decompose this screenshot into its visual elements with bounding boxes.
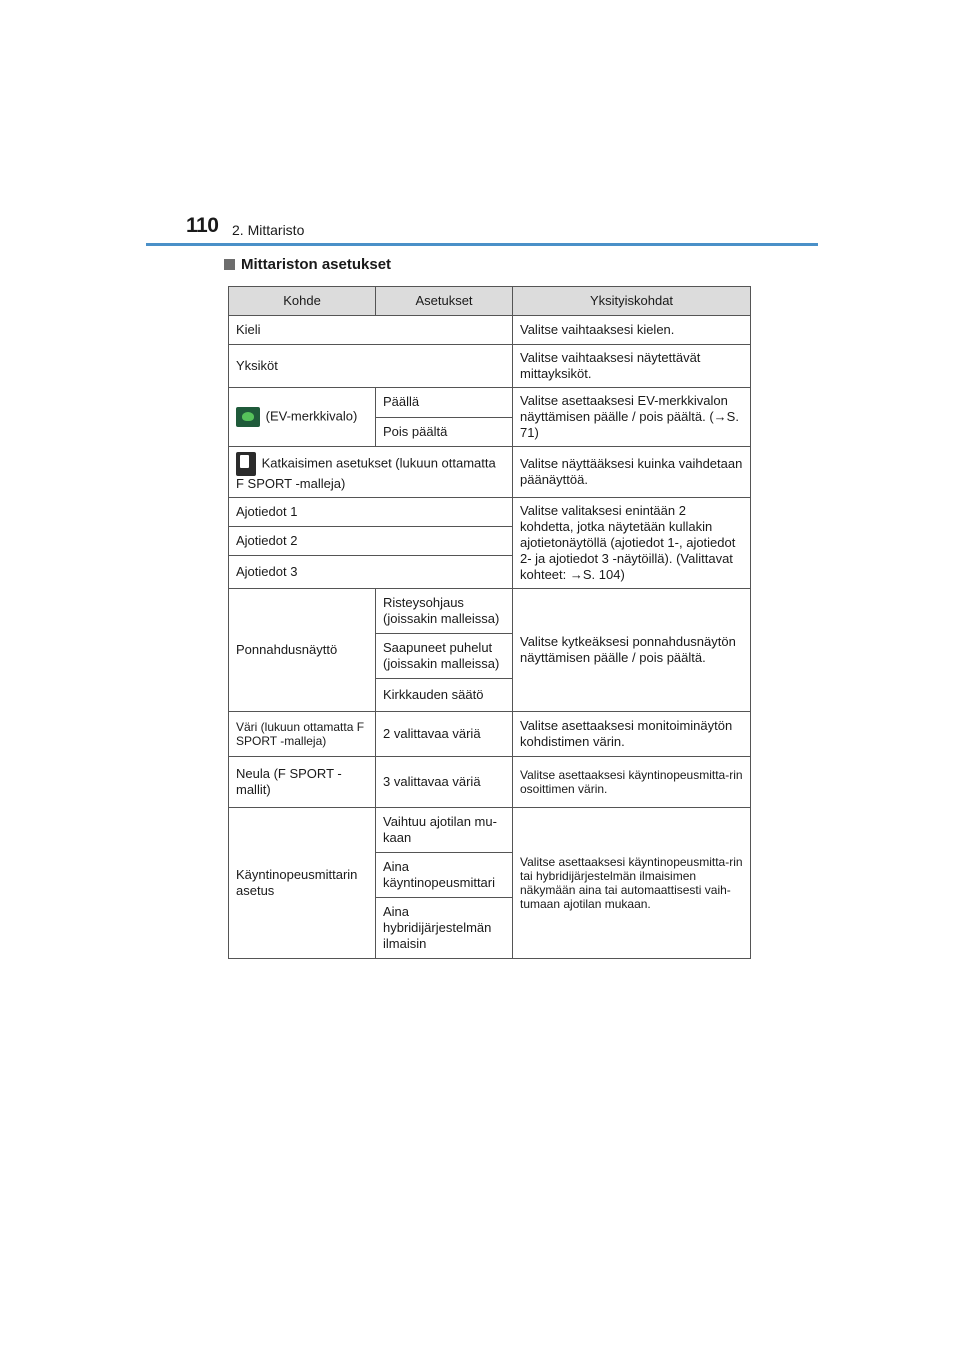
- details-popup: Valitse kytkeäksesi ponnahdusnäytön näyttämisen päälle / pois päältä.: [513, 589, 751, 712]
- item-ev: [229, 388, 376, 447]
- details-switch: Valitse näyttääksesi kuinka vaihdetaan päänäyttöä.: [513, 447, 751, 498]
- item-switch-label: Katkaisimen asetukset (lukuun ottamatta F SPORT -malleja): [236, 455, 496, 491]
- item-trip-2: Ajotiedot 2: [229, 527, 513, 556]
- table-row: [229, 388, 751, 418]
- ev-indicator-icon: [236, 407, 260, 427]
- setting-ev-off: Pois päältä: [376, 417, 513, 447]
- table-row: [229, 345, 751, 388]
- header-yksityiskohdat: Yksityiskohdat: [513, 287, 751, 316]
- item-switch: [229, 447, 513, 498]
- setting-popup-2: Saapuneet puhelut (joissakin malleissa): [376, 634, 513, 679]
- item-yksikot: Yksiköt: [229, 345, 513, 388]
- setting-tacho-2: Aina käyntinopeusmittari: [376, 853, 513, 898]
- header-asetukset: Asetukset: [376, 287, 513, 316]
- table-row: [229, 808, 751, 853]
- section-title: Mittariston asetukset: [241, 256, 392, 273]
- table-row: [229, 712, 751, 757]
- chapter-title: 2. Mittaristo: [232, 222, 305, 238]
- setting-ev-on: Päällä: [376, 388, 513, 418]
- details-trip: Valitse valitaksesi enintään 2 kohdetta, jotka näytetään kullakin ajotietonäytöllä (ajotiedot 1-, ajotiedot 2- ja ajotiedot 3 -näytöillä). (Valittavat kohteet: →S. 104): [513, 498, 751, 589]
- details-needle: Valitse asettaaksesi käyntinopeusmitta-rin osoittimen värin.: [513, 757, 751, 808]
- item-trip-1: Ajotiedot 1: [229, 498, 513, 527]
- square-bullet-icon: [224, 259, 235, 270]
- header-kohde: Kohde: [229, 287, 376, 316]
- table-row: [229, 316, 751, 345]
- table-header-row: [229, 287, 751, 316]
- item-trip-3: Ajotiedot 3: [229, 556, 513, 589]
- settings-table: [228, 286, 751, 959]
- header-rule: [146, 243, 818, 246]
- details-kieli: Valitse vaihtaaksesi kielen.: [513, 316, 751, 345]
- table-row: [229, 757, 751, 808]
- switch-settings-icon: [236, 452, 256, 476]
- setting-popup-3: Kirkkauden säätö: [376, 679, 513, 712]
- item-needle: Neula (F SPORT - mallit): [229, 757, 376, 808]
- item-ev-label: (EV-merkkivalo): [265, 408, 358, 424]
- page-number: 110: [186, 214, 219, 237]
- details-tacho: Valitse asettaaksesi käyntinopeusmitta-rin tai hybridijärjestelmän ilmaisimen näkymään aina tai automaattisesti vaih-tumaan ajotilan mukaan.: [513, 808, 751, 959]
- table-row: [229, 498, 751, 527]
- table-row: [229, 589, 751, 634]
- section-heading: [224, 256, 391, 273]
- details-yksikot: Valitse vaihtaaksesi näytettävät mittayksiköt.: [513, 345, 751, 388]
- setting-popup-1: Risteysohjaus (joissakin malleissa): [376, 589, 513, 634]
- item-tacho: Käyntinopeusmittarin asetus: [229, 808, 376, 959]
- setting-needle: 3 valittavaa väriä: [376, 757, 513, 808]
- item-popup: Ponnahdusnäyttö: [229, 589, 376, 712]
- setting-tacho-3: Aina hybridijärjestelmän ilmaisin: [376, 898, 513, 959]
- item-kieli: Kieli: [229, 316, 513, 345]
- details-ev: Valitse asettaaksesi EV-merkkivalon näyttämisen päälle / pois päältä. (→S. 71): [513, 388, 751, 447]
- table-row: [229, 447, 751, 498]
- setting-tacho-1: Vaihtuu ajotilan mu-kaan: [376, 808, 513, 853]
- item-color: Väri (lukuun ottamatta F SPORT -malleja): [229, 712, 376, 757]
- setting-color: 2 valittavaa väriä: [376, 712, 513, 757]
- details-color: Valitse asettaaksesi monitoiminäytön kohdistimen värin.: [513, 712, 751, 757]
